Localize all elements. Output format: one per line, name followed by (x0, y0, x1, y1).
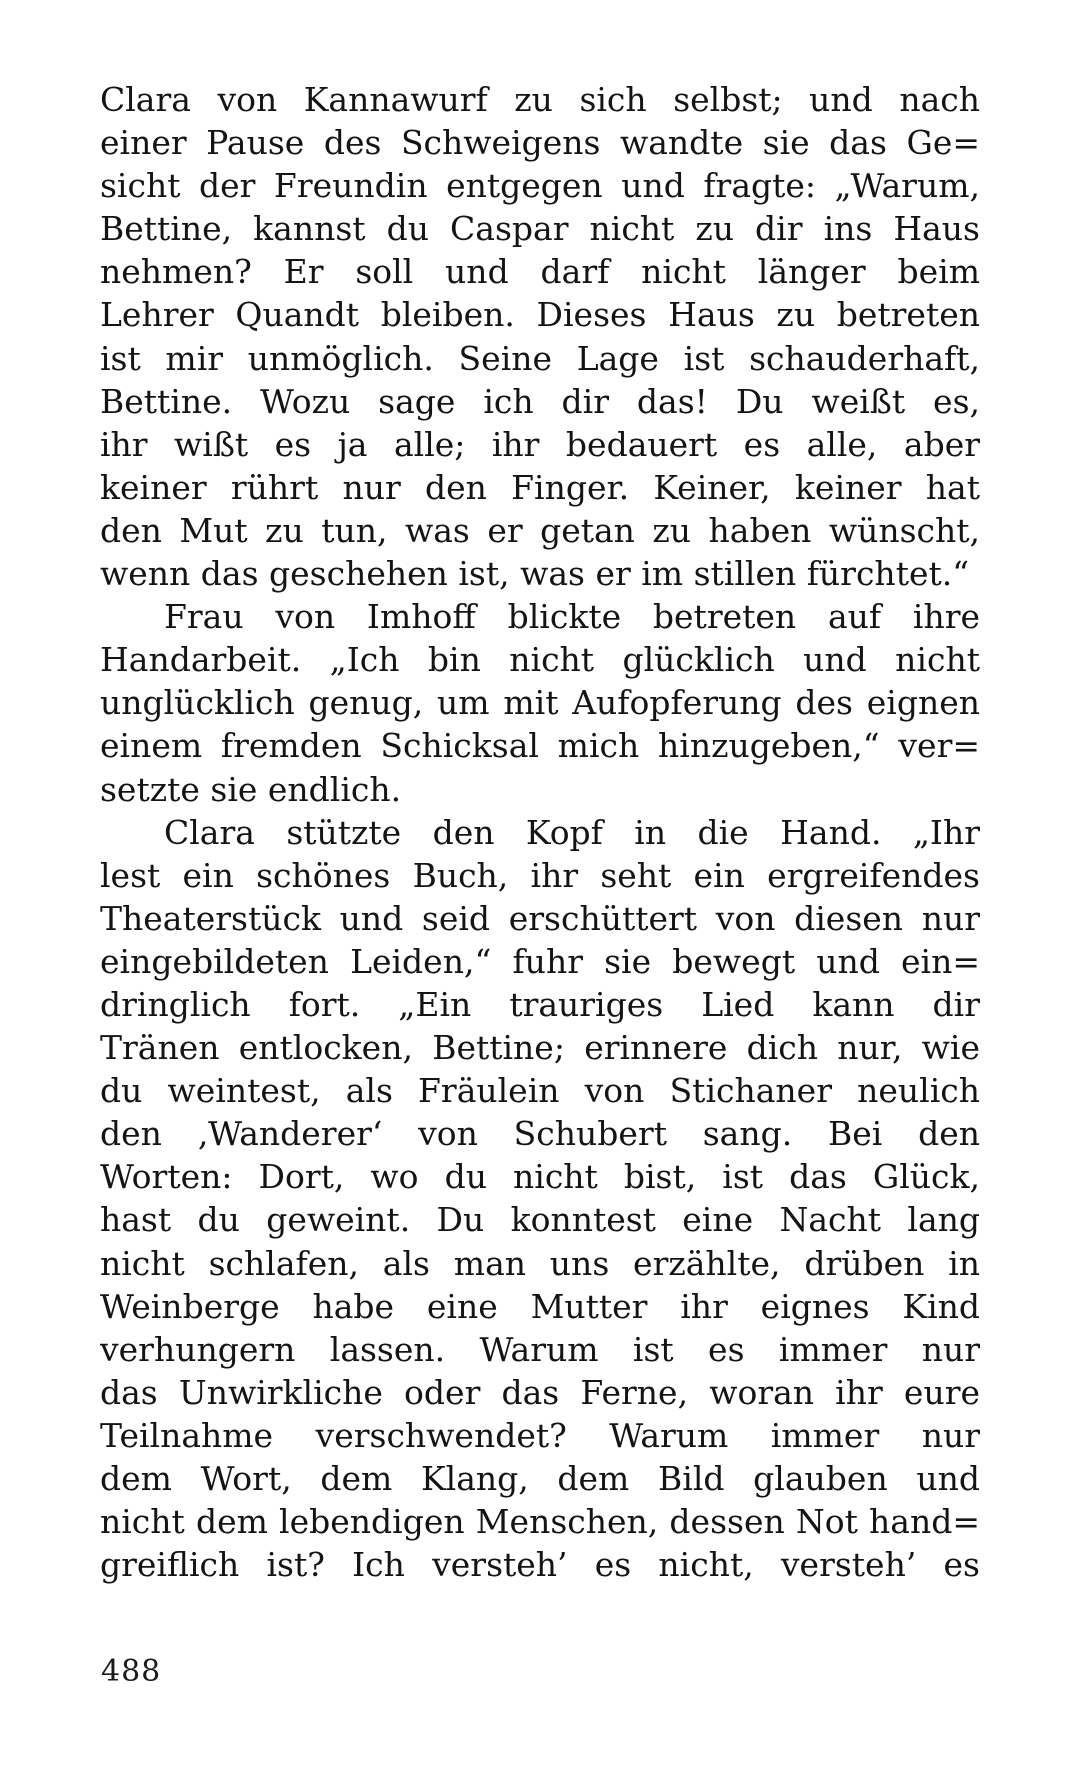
paragraph-start-line: Frau von Imhoff blickte betreten auf ihre (164, 597, 980, 637)
text-line: Clara von Kannawurf zu sich selbst; und nach (100, 80, 980, 119)
text-line: einer Pause des Schweigens wandte sie das Ge= (100, 123, 980, 163)
text-line: greiflich ist? Ich versteh’ es nicht, versteh’ es (100, 1545, 980, 1585)
text-line: sicht der Freundin entgegen und fragte: „Warum, (100, 166, 980, 206)
text-line: hast du geweint. Du konntest eine Nacht lang (100, 1200, 980, 1240)
text-line: nicht dem lebendigen Menschen, dessen Not hand= (100, 1502, 980, 1542)
text-line: einem fremden Schicksal mich hinzugeben,“ ver= (100, 726, 980, 766)
text-line: keiner rührt nur den Finger. Keiner, keiner hat (100, 467, 980, 507)
text-line: ihr wißt es ja alle; ihr bedauert es alle, aber (100, 424, 980, 464)
paragraph-start-line: Clara stützte den Kopf in die Hand. „Ihr (164, 812, 980, 852)
text-line: du weintest, als Fräulein von Stichaner neulich (100, 1071, 980, 1111)
text-line: setzte sie endlich. (100, 769, 402, 809)
text-line: nehmen? Er soll und darf nicht länger beim (100, 252, 980, 292)
text-line: verhungern lassen. Warum ist es immer nur (100, 1329, 980, 1369)
text-line: Weinberge habe eine Mutter ihr eignes Kind (100, 1286, 980, 1326)
text-line: den Mut zu tun, was er getan zu haben wünscht, (100, 510, 980, 550)
text-line: wenn das geschehen ist, was er im stillen fürchtet.“ (100, 554, 970, 594)
page-number: 488 (101, 1654, 162, 1689)
text-line: Teilnahme verschwendet? Warum immer nur (100, 1415, 980, 1455)
text-line: Theaterstück und seid erschüttert von diesen nur (100, 898, 980, 938)
text-line: unglücklich genug, um mit Aufopferung des eignen (100, 683, 980, 723)
text-line: Bettine. Wozu sage ich dir das! Du weißt es, (100, 381, 980, 421)
text-line: das Unwirkliche oder das Ferne, woran ihr eure (100, 1372, 980, 1412)
text-line: lest ein schönes Buch, ihr seht ein ergreifendes (100, 855, 980, 895)
text-line: eingebildeten Leiden,“ fuhr sie bewegt und ein= (100, 941, 980, 981)
text-line: dringlich fort. „Ein trauriges Lied kann dir (100, 984, 980, 1024)
text-line: Handarbeit. „Ich bin nicht glücklich und nicht (100, 640, 980, 680)
body-text (100, 78, 980, 1586)
text-line: Worten: Dort, wo du nicht bist, ist das Glück, (100, 1157, 980, 1197)
text-line: Lehrer Quandt bleiben. Dieses Haus zu betreten (100, 295, 980, 335)
text-line: dem Wort, dem Klang, dem Bild glauben und (100, 1459, 980, 1498)
text-line: Bettine, kannst du Caspar nicht zu dir ins Haus (100, 209, 980, 249)
text-line: nicht schlafen, als man uns erzählte, drüben in (100, 1243, 980, 1283)
text-line: Tränen entlocken, Bettine; erinnere dich nur, wie (100, 1028, 980, 1068)
text-line: den ‚Wanderer‘ von Schubert sang. Bei den (100, 1114, 980, 1154)
text-line: ist mir unmöglich. Seine Lage ist schauderhaft, (100, 338, 980, 378)
